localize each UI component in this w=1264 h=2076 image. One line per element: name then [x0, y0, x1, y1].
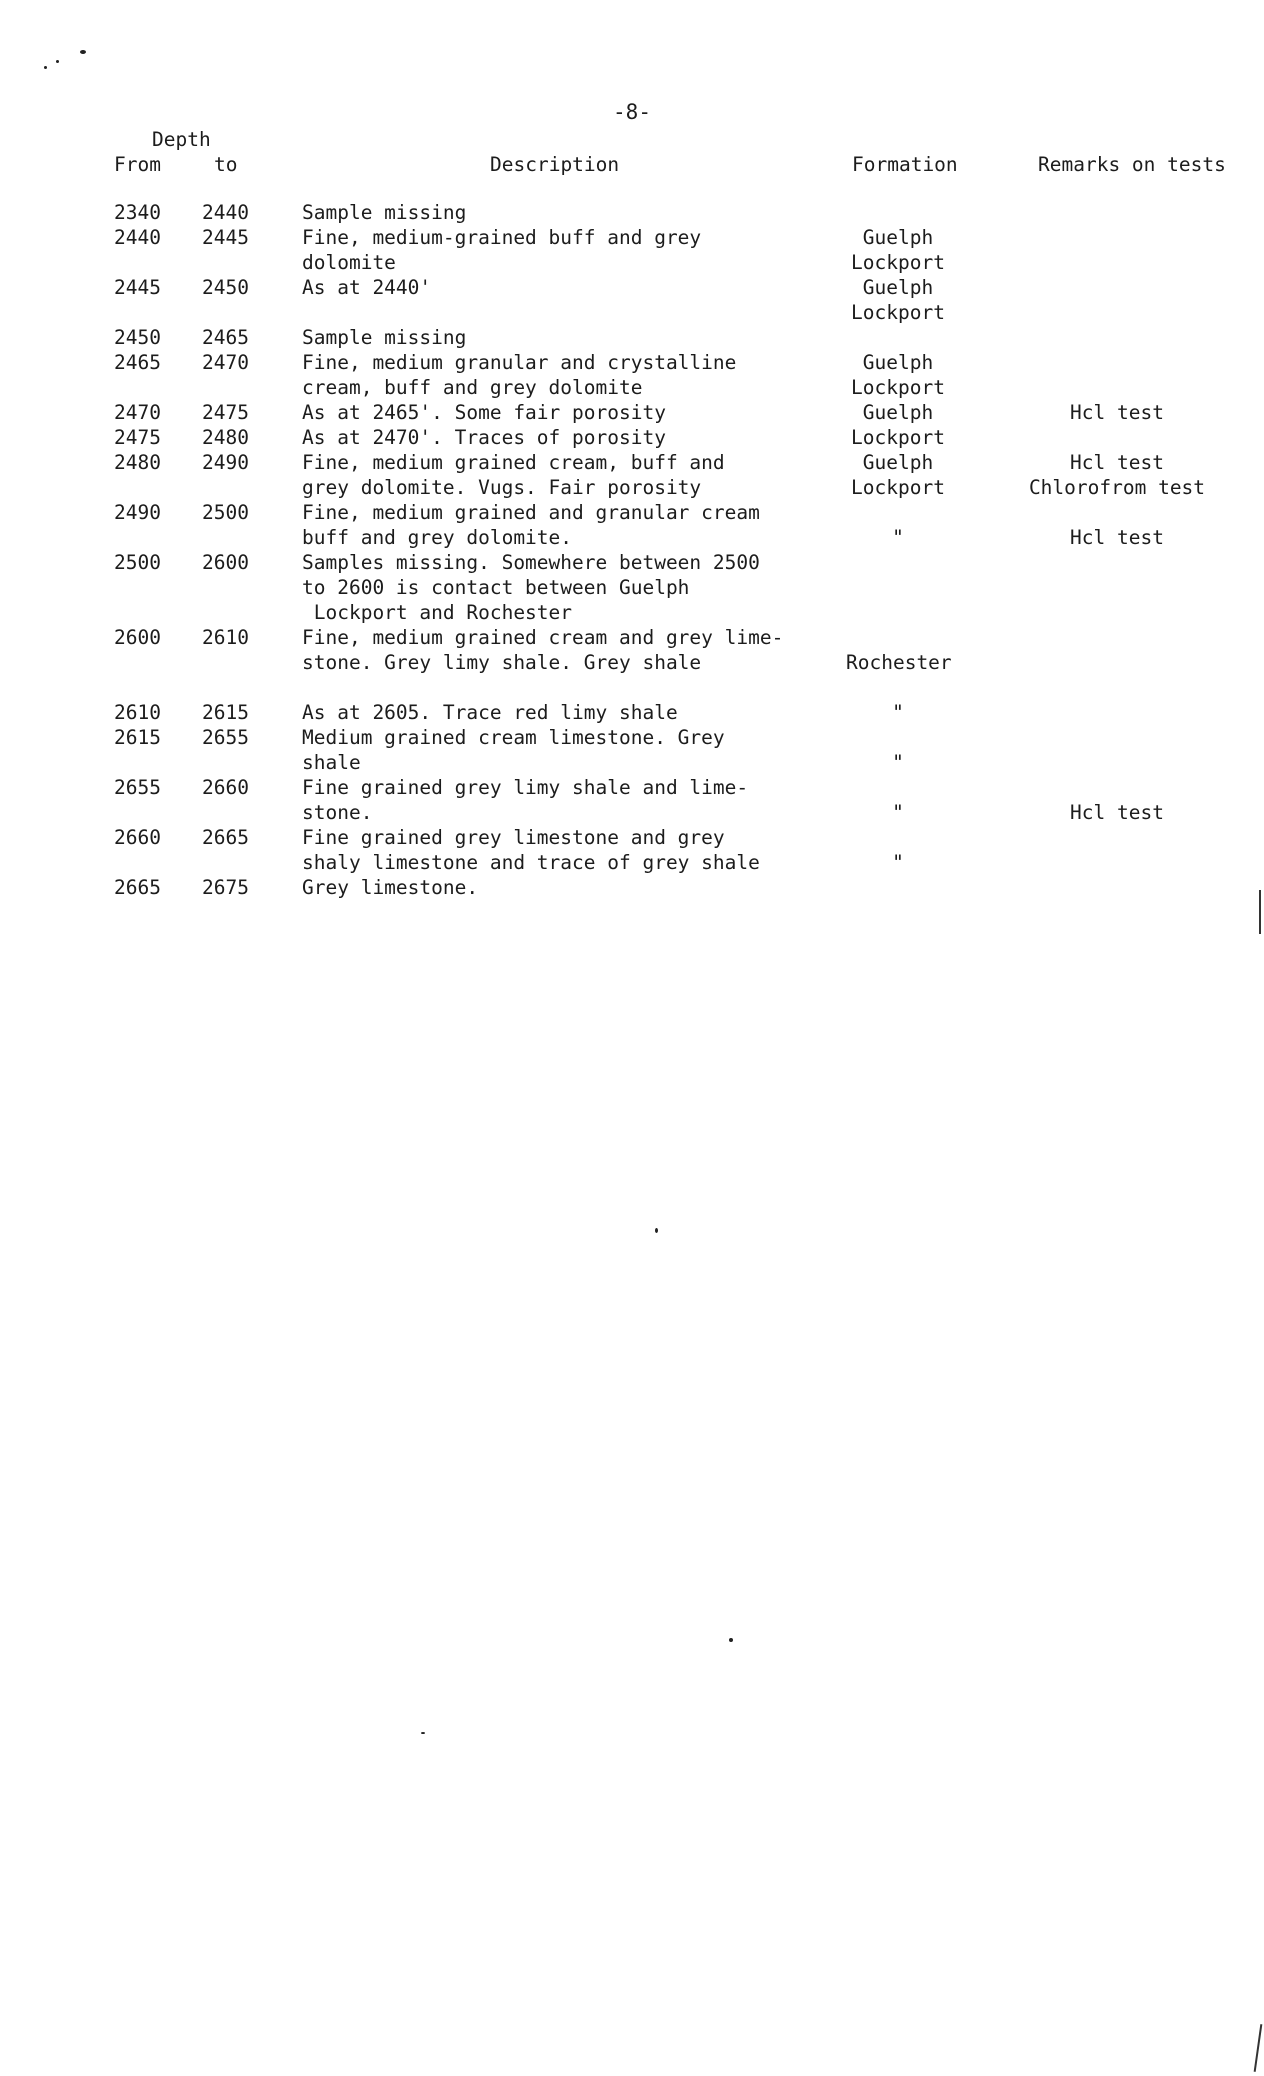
- description: Fine, medium granular and crystalline: [302, 351, 737, 374]
- scan-speck: [729, 1638, 733, 1642]
- table-line: [0, 825, 1264, 850]
- table-line: [0, 625, 1264, 650]
- depth-to: 2660: [202, 776, 249, 799]
- description: Fine, medium grained and granular cream: [302, 501, 760, 524]
- formation: Guelph: [862, 226, 934, 249]
- header-to: to: [214, 153, 238, 176]
- remarks: Hcl test: [1070, 401, 1164, 424]
- depth-from: 2450: [114, 326, 161, 349]
- table-line: [0, 250, 1264, 275]
- table-row: [0, 775, 1264, 825]
- depth-to: 2480: [202, 426, 249, 449]
- depth-from: 2600: [114, 626, 161, 649]
- table-row: [0, 200, 1264, 225]
- scan-edge-mark: [1254, 2024, 1263, 2072]
- formation: Lockport: [851, 476, 945, 499]
- table-line: [0, 750, 1264, 775]
- scan-speck: [655, 1228, 658, 1233]
- description: shaly limestone and trace of grey shale: [302, 851, 760, 874]
- header-formation: Formation: [852, 153, 958, 176]
- formation: Rochester: [846, 651, 952, 674]
- header-depth: Depth: [152, 128, 211, 151]
- depth-to: 2665: [202, 826, 249, 849]
- depth-from: 2465: [114, 351, 161, 374]
- table-row: [0, 400, 1264, 425]
- depth-from: 2655: [114, 776, 161, 799]
- description: Lockport and Rochester: [302, 601, 573, 624]
- table-line: [0, 275, 1264, 300]
- description: dolomite: [302, 251, 396, 274]
- depth-to: 2675: [202, 876, 249, 899]
- header-remarks: Remarks on tests: [1038, 153, 1226, 176]
- depth-from: 2480: [114, 451, 161, 474]
- table-line: [0, 600, 1264, 625]
- description: As at 2465'. Some fair porosity: [302, 401, 666, 424]
- depth-to: 2475: [202, 401, 249, 424]
- table-line: [0, 400, 1264, 425]
- table-line: [0, 650, 1264, 675]
- description: Sample missing: [302, 326, 467, 349]
- table-line: [0, 300, 1264, 325]
- description: Sample missing: [302, 201, 467, 224]
- table-line: [0, 425, 1264, 450]
- depth-from: 2610: [114, 701, 161, 724]
- table-row: [0, 275, 1264, 325]
- description: As at 2470'. Traces of porosity: [302, 426, 666, 449]
- scan-speck: [56, 60, 59, 63]
- scan-speck: [44, 66, 47, 69]
- table-row: [0, 875, 1264, 900]
- table-row: [0, 350, 1264, 400]
- description: Samples missing. Somewhere between 2500: [302, 551, 760, 574]
- formation: ": [892, 851, 904, 874]
- remarks: Hcl test: [1070, 801, 1164, 824]
- table-row: [0, 725, 1264, 775]
- description: cream, buff and grey dolomite: [302, 376, 643, 399]
- depth-to: 2450: [202, 276, 249, 299]
- formation: Guelph: [862, 276, 934, 299]
- depth-to: 2445: [202, 226, 249, 249]
- table-line: [0, 725, 1264, 750]
- formation: ": [892, 701, 904, 724]
- depth-to: 2610: [202, 626, 249, 649]
- formation: Guelph: [862, 451, 934, 474]
- scan-speck: [80, 50, 86, 54]
- description: As at 2605. Trace red limy shale: [302, 701, 678, 724]
- table-line: [0, 875, 1264, 900]
- description: grey dolomite. Vugs. Fair porosity: [302, 476, 702, 499]
- depth-from: 2340: [114, 201, 161, 224]
- table-line: [0, 375, 1264, 400]
- formation: Lockport: [851, 251, 945, 274]
- depth-from: 2490: [114, 501, 161, 524]
- description: stone.: [302, 801, 373, 824]
- table-line: [0, 800, 1264, 825]
- description: to 2600 is contact between Guelph: [302, 576, 690, 599]
- table-line: [0, 550, 1264, 575]
- table-line: [0, 775, 1264, 800]
- description: Fine grained grey limestone and grey: [302, 826, 725, 849]
- log-table: [0, 200, 1264, 900]
- description: As at 2440': [302, 276, 432, 299]
- depth-from: 2660: [114, 826, 161, 849]
- formation: Guelph: [862, 401, 934, 424]
- table-line: [0, 350, 1264, 375]
- table-line: [0, 575, 1264, 600]
- depth-to: 2465: [202, 326, 249, 349]
- table-line: [0, 700, 1264, 725]
- depth-to: 2600: [202, 551, 249, 574]
- description: Fine, medium-grained buff and grey: [302, 226, 702, 249]
- scan-edge-mark: [1259, 890, 1261, 934]
- table-line: [0, 225, 1264, 250]
- scan-speck: [421, 1732, 425, 1734]
- description: Fine grained grey limy shale and lime-: [302, 776, 749, 799]
- remarks: Chlorofrom test: [1028, 476, 1206, 499]
- depth-from: 2500: [114, 551, 161, 574]
- depth-from: 2665: [114, 876, 161, 899]
- depth-to: 2470: [202, 351, 249, 374]
- description: Grey limestone.: [302, 876, 479, 899]
- table-line: [0, 325, 1264, 350]
- table-line: [0, 525, 1264, 550]
- table-row: [0, 425, 1264, 450]
- description: buff and grey dolomite.: [302, 526, 573, 549]
- remarks: Hcl test: [1070, 451, 1164, 474]
- table-line: [0, 500, 1264, 525]
- depth-from: 2475: [114, 426, 161, 449]
- table-row: [0, 700, 1264, 725]
- table-line: [0, 475, 1264, 500]
- depth-to: 2615: [202, 701, 249, 724]
- formation: Lockport: [851, 426, 945, 449]
- depth-from: 2470: [114, 401, 161, 424]
- table-row: [0, 625, 1264, 675]
- formation: Lockport: [851, 301, 945, 324]
- depth-from: 2445: [114, 276, 161, 299]
- formation: Guelph: [862, 351, 934, 374]
- depth-to: 2500: [202, 501, 249, 524]
- formation: Lockport: [851, 376, 945, 399]
- table-line: [0, 200, 1264, 225]
- depth-from: 2615: [114, 726, 161, 749]
- table-row: [0, 450, 1264, 500]
- table-line: [0, 450, 1264, 475]
- table-row: [0, 225, 1264, 275]
- table-row: [0, 550, 1264, 625]
- page-number: -8-: [613, 100, 651, 124]
- table-row: [0, 500, 1264, 550]
- table-row: [0, 825, 1264, 875]
- description: Fine, medium grained cream, buff and: [302, 451, 725, 474]
- description: Medium grained cream limestone. Grey: [302, 726, 725, 749]
- table-line: [0, 850, 1264, 875]
- depth-to: 2440: [202, 201, 249, 224]
- depth-to: 2490: [202, 451, 249, 474]
- formation: ": [892, 526, 904, 549]
- formation: ": [892, 751, 904, 774]
- table-row: [0, 325, 1264, 350]
- description: Fine, medium grained cream and grey lime-: [302, 626, 784, 649]
- formation: ": [892, 801, 904, 824]
- depth-from: 2440: [114, 226, 161, 249]
- description: stone. Grey limy shale. Grey shale: [302, 651, 702, 674]
- depth-to: 2655: [202, 726, 249, 749]
- header-from: From: [114, 153, 161, 176]
- description: shale: [302, 751, 361, 774]
- header-description: Description: [490, 153, 620, 176]
- remarks: Hcl test: [1070, 526, 1164, 549]
